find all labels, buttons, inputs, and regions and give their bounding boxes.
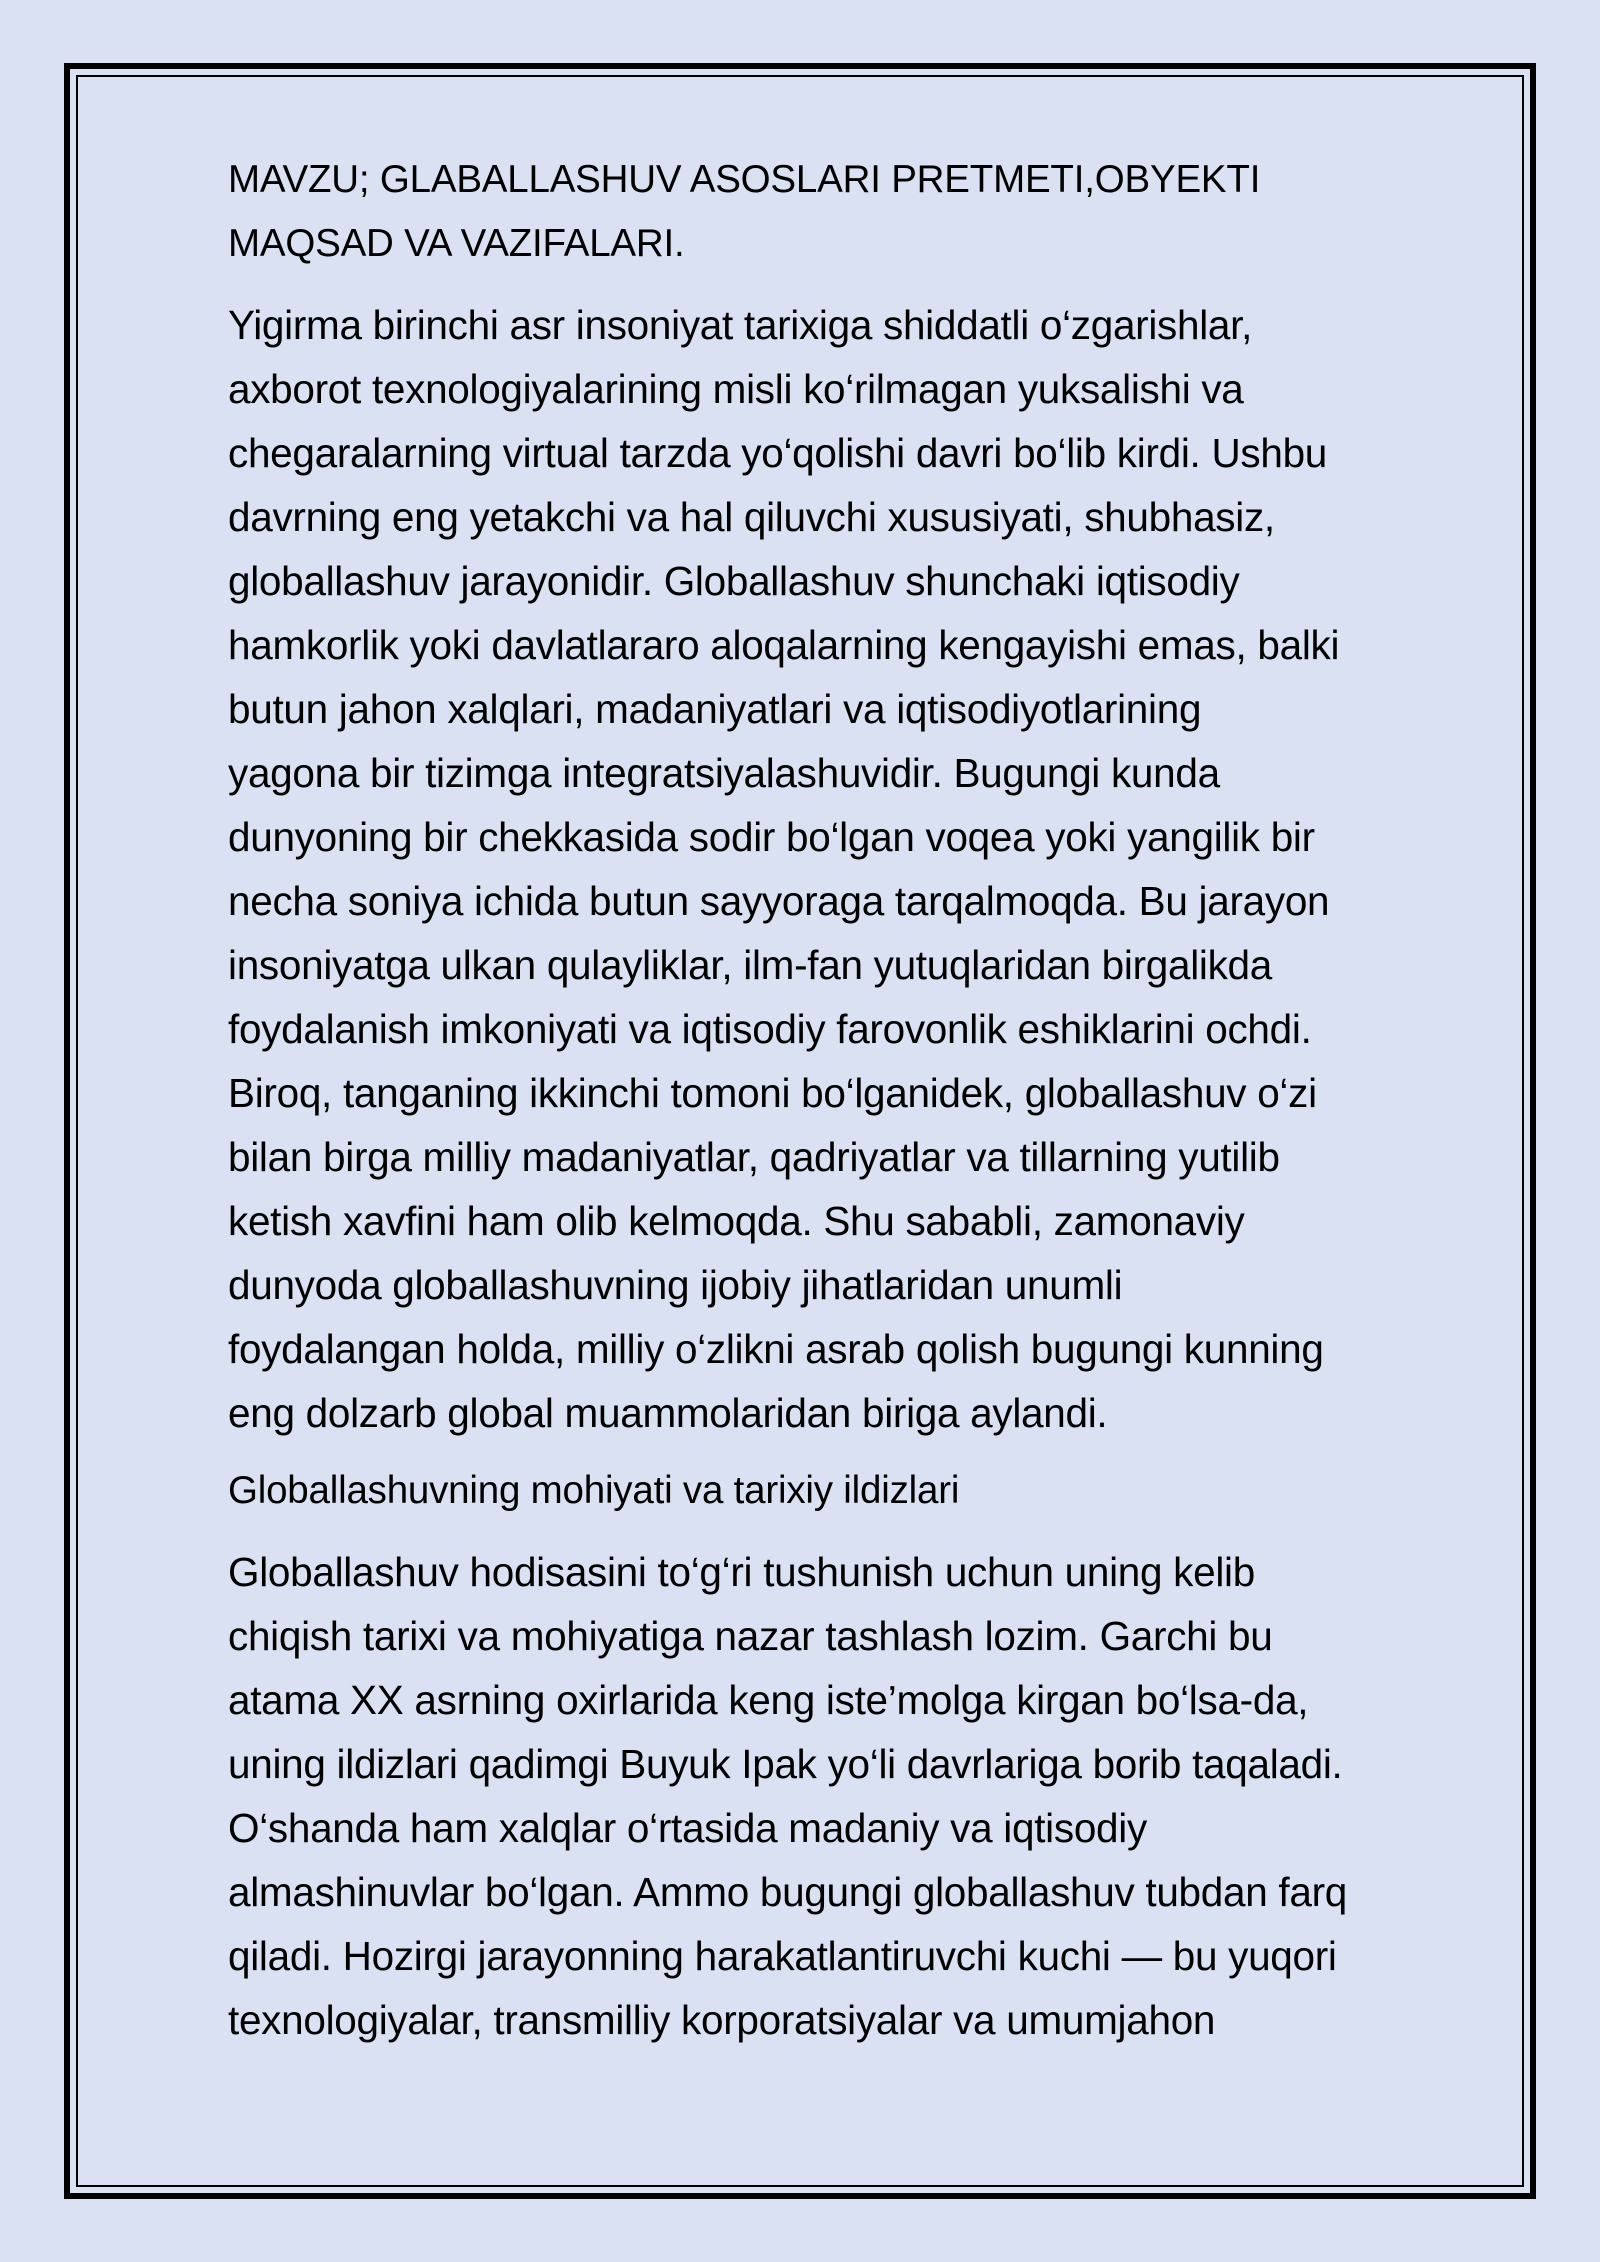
paragraph-line: eng dolzarb global muammolaridan biriga aylandi. (228, 1390, 1108, 1436)
paragraph-line: dunyoda globallashuvning ijobiy jihatlaridan unumli (228, 1262, 1123, 1308)
paragraph-line: chegaralarning virtual tarzda yo‘qolishi davri bo‘lib kirdi. Ushbu (228, 430, 1328, 476)
section-heading: Globallashuvning mohiyati va tarixiy ildizlari (228, 1469, 960, 1512)
paragraph-line: foydalangan holda, milliy o‘zlikni asrab qolish bugungi kunning (228, 1326, 1324, 1372)
title-line: MAQSAD VA VAZIFALARI. (228, 222, 685, 265)
paragraph-line: axborot texnologiyalarining misli ko‘rilmagan yuksalishi va (228, 366, 1244, 412)
paragraph-line: ketish xavfini ham olib kelmoqda. Shu sababli, zamonaviy (228, 1198, 1245, 1244)
paragraph-line: yagona bir tizimga integratsiyalashuvidir. Bugungi kunda (228, 750, 1220, 796)
paragraph-intro (228, 293, 1503, 1445)
paragraph-line: chiqish tarixi va mohiyatiga nazar tashlash lozim. Garchi bu (228, 1613, 1273, 1659)
document-title (228, 148, 1503, 276)
paragraph-line: almashinuvlar bo‘lgan. Ammo bugungi globallashuv tubdan farq (228, 1869, 1347, 1915)
document-body (228, 148, 1503, 2052)
paragraph-line: butun jahon xalqlari, madaniyatlari va iqtisodiyotlarining (228, 686, 1202, 732)
paragraph-line: qiladi. Hozirgi jarayonning harakatlantiruvchi kuchi — bu yuqori (228, 1933, 1337, 1979)
paragraph-line: texnologiyalar, transmilliy korporatsiyalar va umumjahon (228, 1997, 1216, 2043)
paragraph-line: hamkorlik yoki davlatlararo aloqalarning kengayishi emas, balki (228, 622, 1340, 668)
paragraph-line: O‘shanda ham xalqlar o‘rtasida madaniy va iqtisodiy (228, 1805, 1147, 1851)
paragraph-line: globallashuv jarayonidir. Globallashuv shunchaki iqtisodiy (228, 558, 1240, 604)
paragraph-line: necha soniya ichida butun sayyoraga tarqalmoqda. Bu jarayon (228, 878, 1330, 924)
title-line: MAVZU; GLABALLASHUV ASOSLARI PRETMETI,OBYEKTI (228, 158, 1261, 201)
paragraph-line: Biroq, tanganing ikkinchi tomoni bo‘lganidek, globallashuv o‘zi (228, 1070, 1317, 1116)
paragraph-line: Globallashuv hodisasini to‘g‘ri tushunish uchun uning kelib (228, 1549, 1255, 1595)
paragraph-line: Yigirma birinchi asr insoniyat tarixiga shiddatli o‘zgarishlar, (228, 302, 1253, 348)
paragraph-line: atama XX asrning oxirlarida keng iste’molga kirgan bo‘lsa-da, (228, 1677, 1309, 1723)
paragraph-line: uning ildizlari qadimgi Buyuk Ipak yo‘li davrlariga borib taqaladi. (228, 1741, 1343, 1787)
paragraph-line: bilan birga milliy madaniyatlar, qadriyatlar va tillarning yutilib (228, 1134, 1280, 1180)
paragraph-line: foydalanish imkoniyati va iqtisodiy farovonlik eshiklarini ochdi. (228, 1006, 1312, 1052)
paragraph-line: dunyoning bir chekkasida sodir bo‘lgan voqea yoki yangilik bir (228, 814, 1315, 860)
paragraph-line: davrning eng yetakchi va hal qiluvchi xususiyati, shubhasiz, (228, 494, 1275, 540)
paragraph-history (228, 1540, 1503, 2052)
paragraph-line: insoniyatga ulkan qulayliklar, ilm-fan yutuqlaridan birgalikda (228, 942, 1272, 988)
